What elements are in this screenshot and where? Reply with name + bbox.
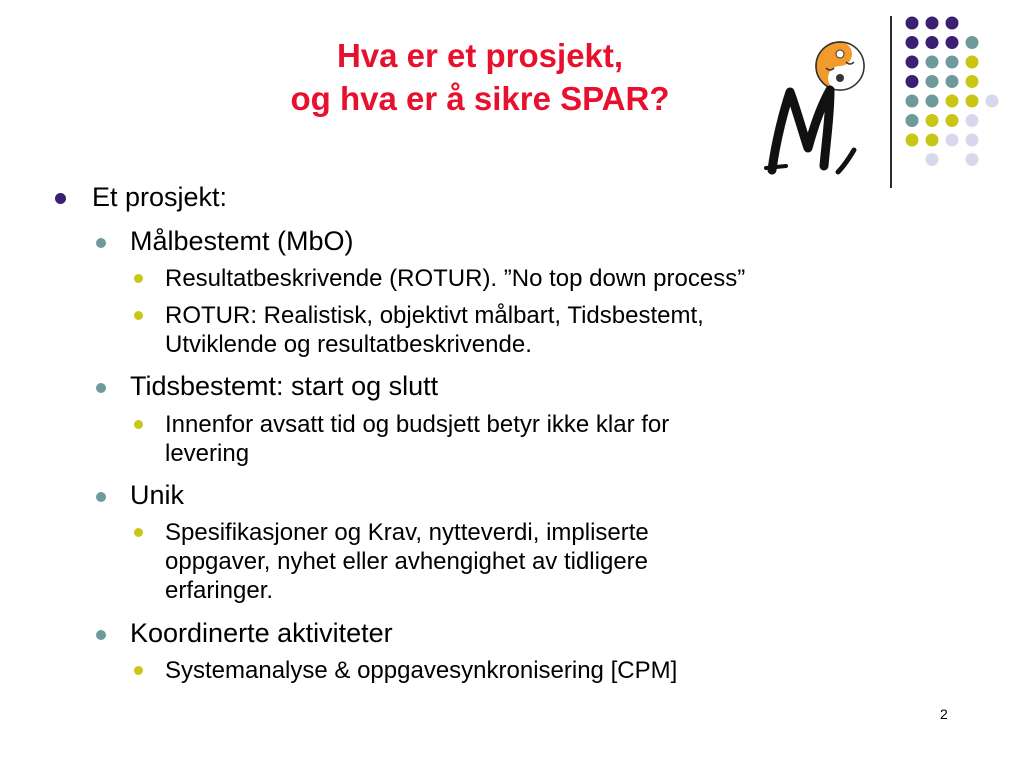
bullet-dot-icon [134, 528, 143, 537]
bullet-item-level-2 [130, 226, 354, 256]
bullet-text-line: Et prosjekt: [92, 182, 228, 212]
bullet-text-line: ROTUR: Realistisk, objektivt målbart, Tidsbestemt, [165, 302, 704, 329]
bullet-dot-icon [134, 274, 143, 283]
bullet-dot-icon [55, 193, 66, 204]
bullet-text-line: Tidsbestemt: start og slutt [130, 371, 439, 401]
title-line-1: Hva er et prosjekt, [336, 37, 624, 74]
bullet-text-line: Resultatbeskrivende (ROTUR). ”No top down process” [165, 265, 746, 292]
page-number: 2 [940, 706, 948, 722]
bullet-text-line: oppgaver, nyhet eller avhengighet av tidligere [165, 548, 648, 575]
bullet-text-line: Unik [130, 480, 185, 510]
title-line-2: og hva er å sikre SPAR? [290, 80, 670, 117]
bullet-text-line: Målbestemt (MbO) [130, 226, 354, 256]
bullet-dot-icon [134, 420, 143, 429]
bullet-dot-icon [96, 383, 106, 393]
bullet-dot-icon [96, 492, 106, 502]
bullet-dot-icon [96, 238, 106, 248]
bullet-text-line: Innenfor avsatt tid og budsjett betyr ikke klar for [165, 411, 670, 438]
bullet-text-line: erfaringer. [165, 577, 274, 604]
bullet-text-line: Koordinerte aktiviteter [130, 618, 393, 648]
bullet-item-level-2 [130, 618, 393, 648]
bullet-dot-icon [96, 630, 106, 640]
bullet-item-level-3 [165, 518, 649, 605]
bullet-text-line: levering [165, 440, 250, 467]
bullet-item-level-3 [165, 301, 704, 359]
bullet-item-level-3 [165, 410, 669, 468]
bullet-item-level-2 [130, 480, 184, 510]
bullet-dot-icon [134, 311, 143, 320]
bullet-item-level-2 [130, 371, 438, 401]
bullet-text-line: Systemanalyse & oppgavesynkronisering [CPM] [165, 657, 678, 684]
bullet-item-level-3 [165, 264, 745, 293]
bullet-text-line: Spesifikasjoner og Krav, nytteverdi, impliserte [165, 519, 649, 546]
bullet-text-line: Utviklende og resultatbeskrivende. [165, 331, 532, 358]
bullet-item-level-1 [92, 182, 227, 212]
bullet-item-level-3 [165, 656, 677, 685]
bullet-dot-icon [134, 666, 143, 675]
